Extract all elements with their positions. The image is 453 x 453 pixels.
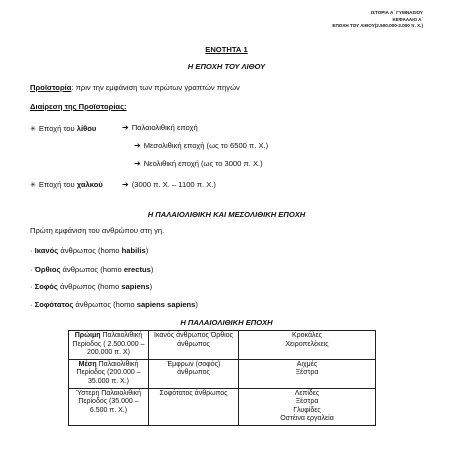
stone-period-3 (134, 159, 263, 168)
species-close: ) (195, 300, 198, 309)
species-name: Σοφότατος (34, 300, 74, 309)
species-name: Όρθιος (34, 265, 61, 274)
unit-title: ΕΝΟΤΗΤΑ 1 (205, 45, 248, 54)
humans-cell: Σοφότατος άνθρωπος (149, 388, 239, 425)
tools-cell (239, 331, 376, 360)
tool-item: Ξέστρα (295, 369, 319, 377)
arrow-right-icon: ➔ (134, 159, 141, 168)
tool-item: Αιχμές (296, 360, 318, 368)
period-text: Παλαιολιθική Περίοδος ( 2.500.000 – 200.000 π. Χ) (72, 332, 145, 357)
species-latin: sapiens (121, 282, 150, 291)
species-latin: sapiens sapiens (136, 300, 196, 309)
prehistory-definition (30, 83, 240, 92)
species-item (30, 246, 148, 255)
prehistory-term: Προϊστορία (30, 83, 72, 92)
species-name: Σοφός (34, 282, 58, 291)
species-bullet: · (30, 300, 35, 309)
copper-period-text: (3000 π. Χ. – 1100 π. Χ.) (131, 180, 216, 189)
tools-cell (239, 359, 376, 388)
species-name: Ικανός (34, 246, 59, 255)
arrow-right-icon: ➔ (134, 141, 141, 150)
period-cell (69, 359, 149, 388)
tool-item: Λεπίδες (294, 389, 320, 397)
bullet-star-icon: ✳ (30, 126, 36, 133)
tool-item: Κροκάλες (292, 332, 322, 339)
tool-item: Χειροπελέκεις (285, 340, 329, 348)
table-row (69, 331, 376, 360)
copper-prefix: Εποχή του (38, 180, 77, 189)
species-bullet: · (30, 282, 35, 291)
species-desc: άνθρωπος (homo (58, 246, 122, 255)
section2-title: Η ΠΑΛΑΙΟΛΙΘΙΚΗ ΚΑΙ ΜΕΣΟΛΙΘΙΚΗ ΕΠΟΧΗ (147, 210, 306, 219)
species-desc: άνθρωπος (homo (57, 282, 122, 291)
stone-period-3-text: Νεολιθική εποχή (ως το 3000 π. Χ.) (143, 159, 263, 168)
species-item (30, 300, 198, 309)
stone-prefix: Εποχή του (38, 124, 77, 133)
arrow-right-icon: ➔ (122, 123, 129, 132)
species-item (30, 282, 152, 291)
stone-age-item (30, 124, 96, 133)
prehistory-text: : πριν την εμφάνιση των πρώτων γραπτών πηγών (71, 83, 240, 92)
stone-period-2 (134, 141, 268, 150)
species-desc: άνθρωπος (homo (73, 300, 137, 309)
period-cell (69, 388, 149, 425)
period-bold: Πρώιμη (74, 332, 101, 339)
first-humans-line: Πρώτη εμφάνιση του ανθρώπου στη γη. (30, 226, 165, 235)
copper-word: χαλκού (76, 180, 103, 189)
stone-period-1 (122, 123, 198, 132)
table-row (69, 359, 376, 388)
tool-item: Ξέστρα (295, 398, 319, 406)
unit-subtitle: Η ΕΠΟΧΗ ΤΟΥ ΛΙΘΟΥ (187, 62, 266, 71)
tools-cell (239, 388, 376, 425)
tool-item: Γλυφίδες (293, 406, 321, 414)
species-close: ) (150, 265, 154, 274)
period-cell (69, 331, 149, 360)
stone-period-1-text: Παλαιολιθική εποχή (131, 123, 198, 132)
humans-cell: Ικανός άνθρωπος Όρθιος άνθρωπος (149, 331, 239, 360)
species-close: ) (145, 246, 149, 255)
stone-period-2-text: Μεσολιθική εποχή (ως το 6500 π. Χ.) (143, 141, 269, 150)
copper-age-item (30, 180, 103, 189)
species-desc: άνθρωπος (homo (60, 265, 124, 274)
species-latin: erectus (123, 265, 151, 274)
paleolithic-table (68, 330, 376, 426)
humans-cell: Έμφρων (σοφός) άνθρωπος (149, 359, 239, 388)
table-row (69, 388, 376, 425)
species-bullet: · (30, 265, 35, 274)
period-text: Ύστερη Παλαιολιθική Περίοδος (35.000 – 6.500 π. Χ.) (75, 389, 142, 414)
header-line-1: ΙΣΤΟΡΙΑ Α΄ ΓΥΜΝΑΣΙΟΥ (370, 10, 423, 15)
tool-item: Οστέινα εργαλεία (280, 415, 334, 423)
bullet-star-icon: ✳ (30, 182, 36, 189)
stone-word: λίθου (76, 124, 97, 133)
species-latin: habilis (121, 246, 146, 255)
header-line-3: ΕΠΟΧΗ ΤΟΥ ΛΙΘΟΥ(2.500.000-3.000 π. Χ.) (332, 23, 423, 29)
section3-title: Η ΠΑΛΑΙΟΛΙΘΙΚΗ ΕΠΟΧΗ (180, 318, 273, 327)
arrow-right-icon: ➔ (122, 180, 129, 189)
header-line-2: ΚΕΦΑΛΑΙΟ Α΄ (392, 16, 423, 22)
copper-period (122, 180, 216, 189)
species-item (30, 265, 153, 274)
division-heading: Διαίρεση της Προϊστορίας: (30, 102, 127, 111)
species-close: ) (149, 282, 153, 291)
species-bullet: · (30, 246, 35, 255)
period-bold: Μέση (78, 360, 97, 368)
period-text: Παλαιολιθική Περίοδος (200.000 – 35.000 π. Χ.) (76, 360, 141, 385)
doc-header (332, 10, 423, 30)
